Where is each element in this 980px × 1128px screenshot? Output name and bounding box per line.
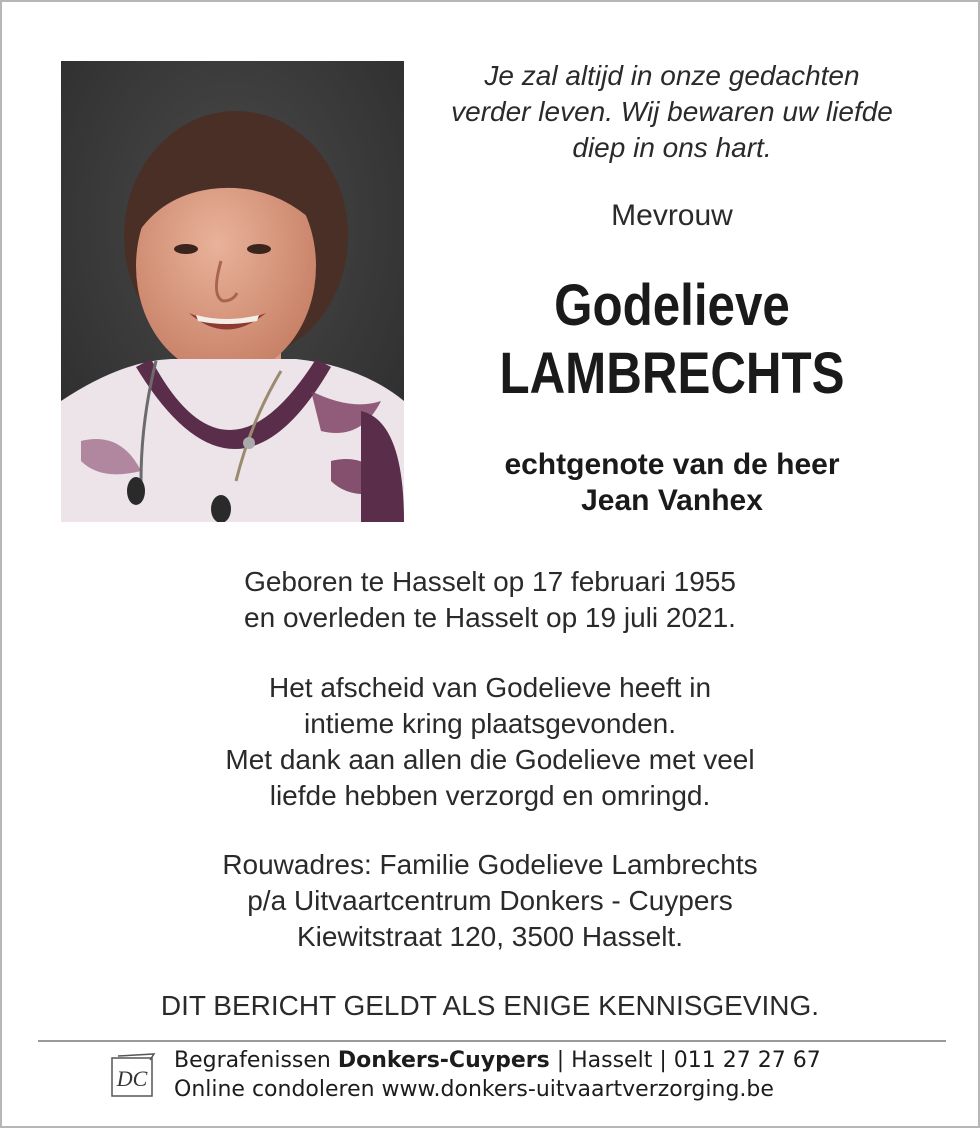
deceased-name xyxy=(460,272,885,408)
mourning-address xyxy=(2,847,978,955)
memorial-quote xyxy=(422,58,922,166)
spouse-relation: echtgenote van de heer xyxy=(504,448,840,481)
spouse-name: Jean Vanhex xyxy=(581,484,763,517)
footer-prefix: Begrafenissen xyxy=(174,1048,338,1073)
footer-phone: 011 27 27 67 xyxy=(673,1048,821,1073)
address-line: Rouwadres: Familie Godelieve Lambrechts xyxy=(222,849,758,880)
address-line: Kiewitstraat 120, 3500 Hasselt. xyxy=(297,921,683,952)
funeral-home-logo-icon xyxy=(110,1052,156,1098)
farewell-line: liefde hebben verzorgd en omringd. xyxy=(269,780,711,811)
footer-separator: | xyxy=(549,1048,572,1073)
birth-line: Geboren te Hasselt op 17 februari 1955 xyxy=(244,566,736,597)
farewell-line: intieme kring plaatsgevonden. xyxy=(303,708,676,739)
notice-statement: DIT BERICHT GELDT ALS ENIGE KENNISGEVING. xyxy=(160,990,820,1021)
footer-condolence-link[interactable]: Online condoleren www.donkers-uitvaartverzorging.be xyxy=(174,1077,774,1102)
spouse-info xyxy=(422,447,922,519)
first-name: Godelieve xyxy=(554,273,790,338)
honorific: Mevrouw xyxy=(611,199,733,232)
address-line: p/a Uitvaartcentrum Donkers - Cuypers xyxy=(247,885,733,916)
footer-divider xyxy=(38,1040,946,1042)
birth-death-dates xyxy=(2,564,978,636)
footer-line-1 xyxy=(174,1046,934,1075)
last-name: LAMBRECHTS xyxy=(499,341,845,406)
footer-city: Hasselt xyxy=(571,1048,653,1073)
footer-separator: | xyxy=(652,1048,674,1073)
company-name: Donkers-Cuypers xyxy=(337,1048,550,1073)
farewell-message xyxy=(2,670,978,814)
logo-letters: DC xyxy=(116,1066,148,1091)
farewell-line: Het afscheid van Godelieve heeft in xyxy=(268,672,712,703)
quote-line: verder leven. Wij bewaren uw liefde xyxy=(451,96,893,127)
death-line: en overleden te Hasselt op 19 juli 2021. xyxy=(244,602,736,633)
farewell-line: Met dank aan allen die Godelieve met veel xyxy=(225,744,755,775)
portrait-image xyxy=(61,61,404,522)
portrait-photo xyxy=(61,61,404,522)
footer-text xyxy=(174,1046,934,1104)
quote-line: diep in ons hart. xyxy=(572,132,772,163)
quote-line: Je zal altijd in onze gedachten xyxy=(484,60,860,91)
